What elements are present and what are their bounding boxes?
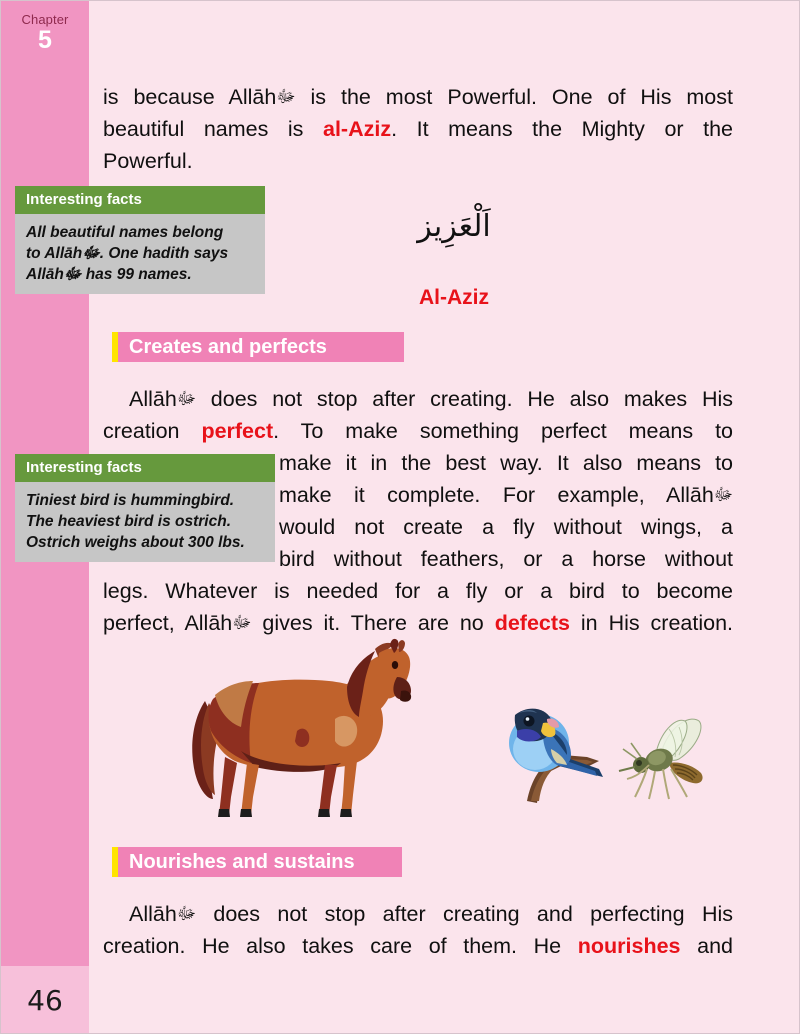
allah-honorific-glyph: ﷻ [232,613,252,633]
paragraph-line [279,479,733,511]
text-run: make it complete. For example, Allāh [279,483,714,507]
text-run: is because Allāh [103,85,277,109]
paragraph-line [103,383,733,415]
allah-honorific-glyph: ﷻ [276,87,296,107]
paragraph-line: legs. Whatever is needed for a fly or a bird to become [103,579,733,603]
text-run: beautiful names is [103,117,323,141]
section-heading-nourishes-and-sustains: Nourishes and sustains [112,847,402,877]
illustration-group [169,639,729,824]
facts-line: Tiniest bird is hummingbird. [26,492,235,509]
facts-box-body [15,482,275,562]
paragraph-line [103,930,733,962]
facts-box-header: Interesting facts [15,454,275,482]
paragraph-creates-part3 [103,575,733,639]
paragraph-line [103,81,733,113]
paragraph-line [103,113,733,145]
paragraph-line [103,415,733,447]
horse-illustration [169,639,419,824]
text-run: . To make something perfect means to [273,419,734,443]
text-run: and [680,934,733,958]
highlight-defects: defects [494,611,570,635]
paragraph-creates-part1 [103,383,733,447]
text-run: in His creation. [569,611,734,635]
text-run: Allāh [129,387,177,411]
interesting-facts-box-1 [15,186,265,294]
text-run: gives it. There are no [251,611,495,635]
text-run: Allāh [129,902,177,926]
paragraph-line: bird without feathers, or a horse without [279,547,733,571]
facts-line: Allāhﷻ has 99 names. [26,266,192,283]
paragraph-line: would not create a fly without wings, a [279,515,733,539]
transliteration-al-aziz: Al-Aziz [419,286,489,309]
interesting-facts-box-2 [15,454,275,562]
allah-honorific-glyph: ﷻ [176,389,197,409]
paragraph-line: Powerful. [103,149,193,173]
text-run: . It means the Mighty or the [391,117,734,141]
arabic-divine-name: اَلْعَزِيز [417,209,491,244]
allah-honorific-glyph: ﷻ [713,485,733,505]
facts-line: Ostrich weighs about 300 lbs. [26,534,245,551]
text-run: perfect, Allāh [103,611,233,635]
facts-line: The heaviest bird is ostrich. [26,513,232,530]
text-run: is the most Powerful. One of His most [295,85,733,109]
paragraph-intro [103,81,733,177]
facts-box-header: Interesting facts [15,186,265,214]
text-run: creation. He also takes care of them. He [103,934,578,958]
fly-illustration [617,713,717,805]
facts-line: to Allāhﷻ. One hadith says [26,245,229,262]
page-number: 46 [27,984,63,1017]
paragraph-line: make it in the best way. It also means to [279,451,733,475]
highlight-al-aziz: al-Aziz [322,117,392,141]
text-run: creation [103,419,202,443]
text-run: does not stop after creating. He also makes His [196,387,733,411]
facts-line: All beautiful names belong [26,224,224,241]
paragraph-creates-part2 [279,447,733,575]
bird-illustration [491,697,611,807]
text-run: does not stop after creating and perfecting His [196,902,733,926]
allah-honorific-glyph: ﷻ [176,904,197,924]
chapter-label: Chapter [21,12,69,27]
paragraph-line [103,898,733,930]
facts-box-body [15,214,265,294]
highlight-nourishes: nourishes [577,934,681,958]
paragraph-line [103,607,733,639]
chapter-tab [1,1,89,63]
chapter-number: 5 [38,26,52,54]
paragraph-nourishes [103,898,733,962]
highlight-perfect: perfect [201,419,274,443]
section-heading-creates-and-perfects: Creates and perfects [112,332,404,362]
